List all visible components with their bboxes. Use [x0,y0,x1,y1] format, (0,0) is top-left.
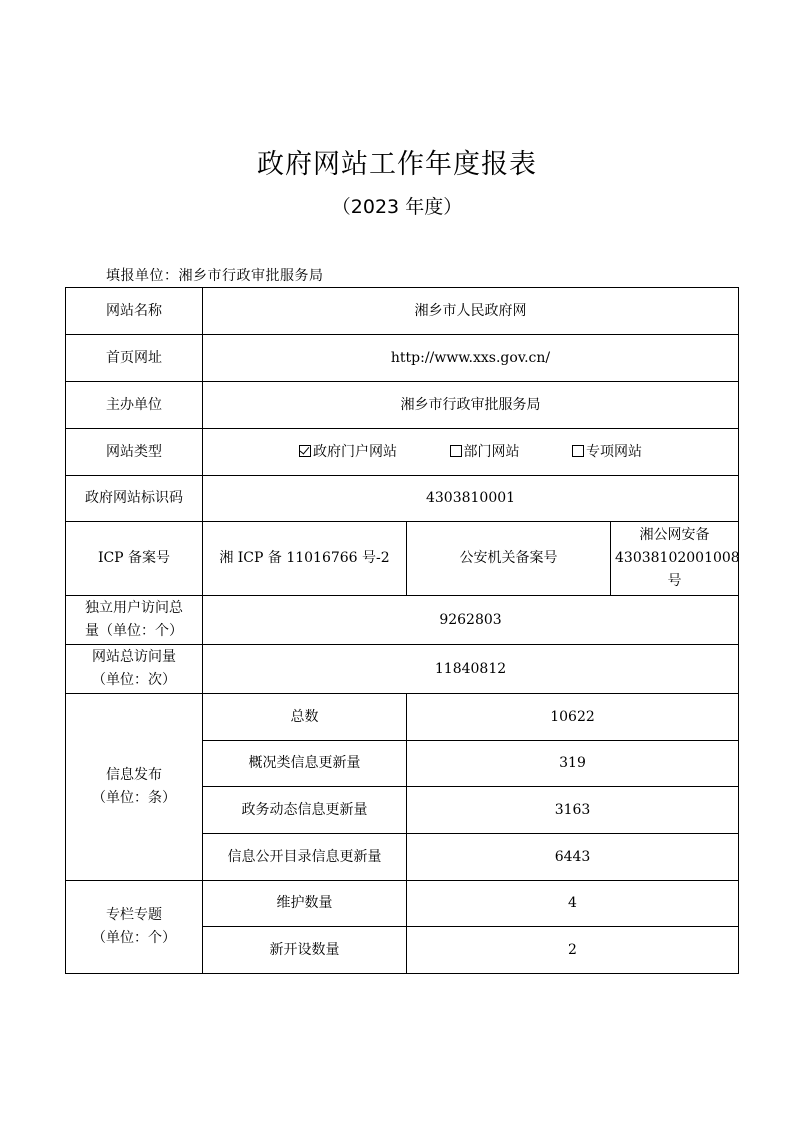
total-visits-label-line2: （单位：次） [92,672,176,688]
site-name-value: 湘乡市人民政府网 [203,288,739,335]
site-id-label: 政府网站标识码 [66,476,203,522]
total-visits-label-line1: 网站总访问量 [92,649,176,665]
police-record-label: 公安机关备案号 [407,522,611,596]
icp-label: ICP 备案号 [66,522,203,596]
police-record-value [611,522,739,596]
unique-visitors-label-line1: 独立用户访问总 [85,600,183,616]
columns-label-line1: 专栏专题 [106,907,162,923]
filler-unit [106,265,324,285]
checkbox-checked-icon [299,445,311,457]
option-special [572,441,642,464]
columns-item-label: 维护数量 [203,881,407,927]
row-columns-maintained [66,881,739,927]
unique-visitors-value: 9262803 [203,596,739,645]
site-name-label: 网站名称 [66,288,203,335]
info-release-label-line1: 信息发布 [106,767,162,783]
info-release-label-line2: （单位：条） [92,790,176,806]
option-special-label: 专项网站 [585,443,642,460]
columns-item-value: 4 [407,881,739,927]
info-item-label: 信息公开目录信息更新量 [203,834,407,881]
police-value-line2: 43038102001008 [615,550,740,566]
columns-item-label: 新开设数量 [203,927,407,974]
report-title: 政府网站工作年度报表 [257,149,537,180]
police-value-line3: 号 [667,573,682,589]
unique-visitors-label-line2: 量（单位：个） [85,623,183,639]
info-item-label: 概况类信息更新量 [203,741,407,787]
row-icp [66,522,739,596]
report-year: （2023 年度） [331,196,463,218]
info-item-value: 319 [407,741,739,787]
checkbox-empty-icon [572,445,584,457]
columns-item-value: 2 [407,927,739,974]
info-release-label [66,694,203,881]
option-department [450,441,520,464]
report-table [65,287,739,974]
site-id-value: 4303810001 [203,476,739,522]
row-site-type [66,429,739,476]
site-type-options [203,429,739,476]
columns-label [66,881,203,974]
site-type-label: 网站类型 [66,429,203,476]
info-item-label: 总数 [203,694,407,741]
row-site-id [66,476,739,522]
info-item-value: 6443 [407,834,739,881]
info-item-value: 3163 [407,787,739,834]
row-info-total [66,694,739,741]
info-item-value: 10622 [407,694,739,741]
homepage-label: 首页网址 [66,335,203,382]
row-unique-visitors [66,596,739,645]
option-portal-label: 政府门户网站 [313,443,398,460]
host-value: 湘乡市行政审批服务局 [203,382,739,429]
option-department-label: 部门网站 [463,443,520,460]
columns-label-line2: （单位：个） [92,930,176,946]
host-label: 主办单位 [66,382,203,429]
unique-visitors-label [66,596,203,645]
filler-value: 湘乡市行政审批服务局 [178,268,324,284]
option-portal [299,441,397,464]
row-site-name [66,288,739,335]
row-homepage [66,335,739,382]
total-visits-value: 11840812 [203,645,739,694]
checkbox-empty-icon [450,445,462,457]
filler-label: 填报单位： [106,268,179,284]
total-visits-label [66,645,203,694]
row-host [66,382,739,429]
homepage-value: http://www.xxs.gov.cn/ [203,335,739,382]
info-item-label: 政务动态信息更新量 [203,787,407,834]
icp-value: 湘 ICP 备 11016766 号-2 [203,522,407,596]
police-value-line1: 湘公网安备 [639,527,710,543]
row-total-visits [66,645,739,694]
